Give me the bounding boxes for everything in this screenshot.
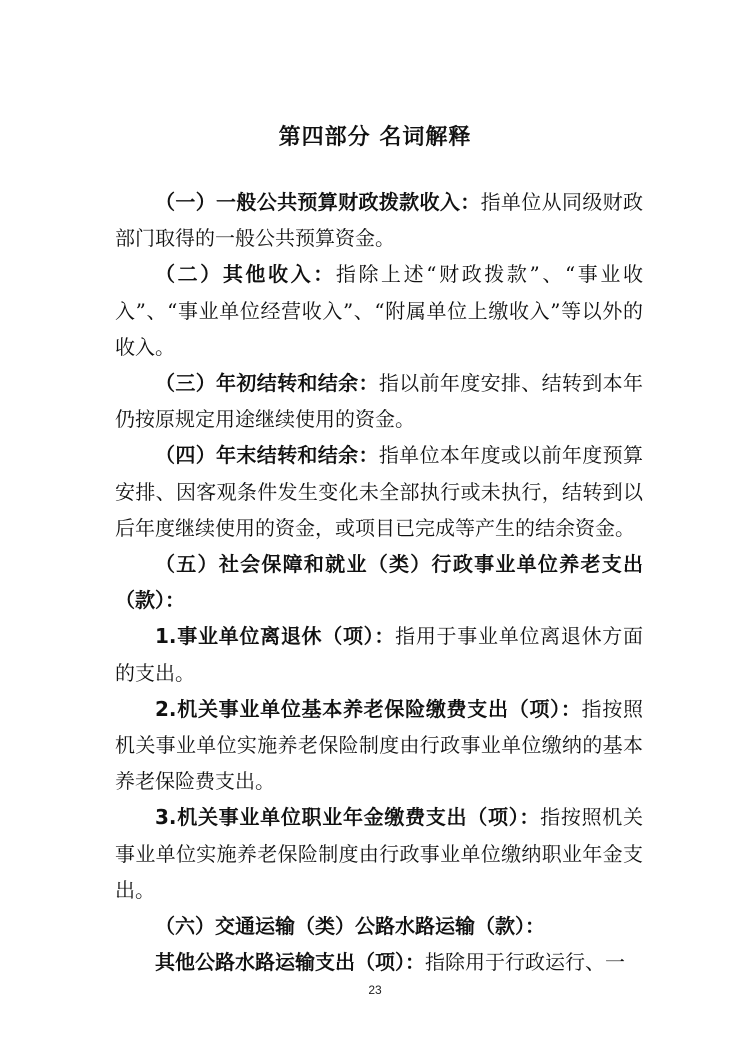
paragraph-transport-heading: [115, 908, 643, 944]
paragraph-retirement: [115, 618, 643, 690]
paragraph-heading: （一）一般公共预算财政拨款收入：: [155, 190, 481, 214]
document-body: [115, 184, 643, 980]
paragraph-text: 指用于事业单位离退休方面的支出。: [115, 624, 644, 685]
paragraph-heading: （二）其他收入：: [155, 262, 336, 287]
paragraph-text: 指除用于行政运行、一: [425, 950, 625, 975]
paragraph-social-security-heading: [115, 546, 643, 618]
page-title: 第四部分 名词解释: [278, 125, 472, 150]
paragraph-text: 指除上述“财政拨款”、“事业收入”、“事业单位经营收入”、“附属单位上缴收入”等以外的收入。: [115, 262, 643, 359]
paragraph-heading: 2.机关事业单位基本养老保险缴费支出（项）：: [155, 696, 582, 721]
paragraph-text: 指单位本年度或以前年度预算安排、因客观条件发生变化未全部执行或未执行，结转到以后年度继续使用的资金，或项目已完成等产生的结余资金。: [115, 443, 644, 540]
page-number: 23: [368, 983, 382, 997]
paragraph-other-road-water: [115, 944, 643, 980]
paragraph-text: 指以前年度安排、结转到本年仍按原规定用途继续使用的资金。: [115, 371, 644, 432]
paragraph-year-end-carryover: [115, 437, 643, 546]
paragraph-heading: （六）交通运输（类）公路水路运输（款）：: [155, 914, 545, 939]
paragraph-heading: 其他公路水路运输支出（项）：: [155, 950, 425, 975]
paragraph-text: 指按照机关事业单位实施养老保险制度由行政事业单位缴纳职业年金支出。: [115, 805, 644, 902]
paragraph-occupational-annuity: [115, 799, 643, 908]
paragraph-heading: 1.事业单位离退休（项）：: [155, 624, 396, 649]
paragraph-basic-pension: [115, 691, 643, 800]
paragraph-heading: （五）社会保障和就业（类）行政事业单位养老支出（款）：: [115, 552, 643, 613]
paragraph-other-income: [115, 256, 643, 365]
paragraph-heading: （三）年初结转和结余：: [155, 371, 379, 396]
paragraph-heading: （四）年末结转和结余：: [155, 443, 379, 468]
paragraph-general-budget-income: [115, 184, 643, 256]
paragraph-beginning-carryover: [115, 365, 643, 437]
paragraph-text: 指单位从同级财政部门取得的一般公共预算资金。: [115, 190, 644, 251]
paragraph-heading: 3.机关事业单位职业年金缴费支出（项）：: [155, 805, 541, 830]
paragraph-text: 指按照机关事业单位实施养老保险制度由行政事业单位缴纳的基本养老保险费支出。: [115, 696, 644, 794]
